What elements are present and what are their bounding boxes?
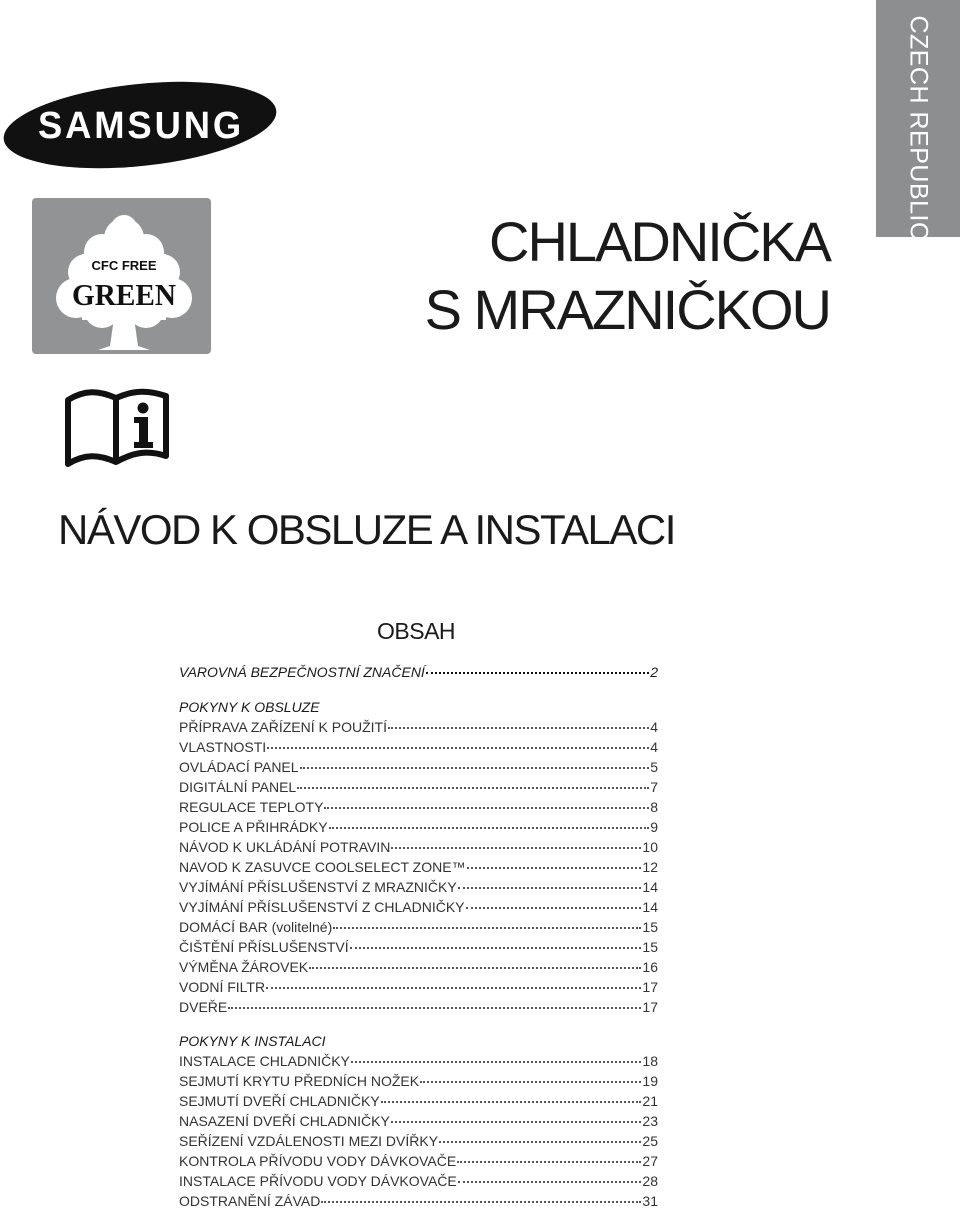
badge-green: GREEN — [72, 277, 176, 312]
toc-item-label: INSTALACE CHLADNIČKY — [179, 1053, 350, 1069]
toc-leader — [426, 672, 649, 674]
toc-item — [179, 797, 658, 817]
toc-leader — [439, 1141, 641, 1143]
toc-item-label: VODNÍ FILTR — [179, 979, 266, 995]
product-title — [425, 208, 830, 344]
toc-item-page: 15 — [642, 939, 658, 955]
toc-item-label: VYJÍMÁNÍ PŘÍSLUŠENSTVÍ Z MRAZNIČKY — [179, 879, 457, 895]
toc-item-page: 7 — [650, 779, 658, 795]
toc-item-page: 5 — [650, 759, 658, 775]
toc-item — [179, 957, 658, 977]
toc-item — [179, 1111, 658, 1131]
toc-leader — [466, 907, 642, 909]
toc-item-page: 12 — [642, 859, 658, 875]
toc-item — [179, 1191, 658, 1211]
toc-item-page: 31 — [642, 1193, 658, 1209]
toc-item — [179, 1071, 658, 1091]
toc-item-page: 9 — [650, 819, 658, 835]
toc-item-label: NASAZENÍ DVEŘÍ CHLADNIČKY — [179, 1113, 390, 1129]
toc-leader — [458, 1181, 642, 1183]
toc-leader — [228, 1007, 641, 1009]
toc-item — [179, 1051, 658, 1071]
toc-leader — [324, 807, 649, 809]
toc-item-label: VLASTNOSTI — [179, 739, 267, 755]
table-of-contents — [179, 662, 658, 1211]
samsung-logo — [2, 80, 278, 170]
toc-item — [179, 857, 658, 877]
toc-item-label: NÁVOD K UKLÁDÁNÍ POTRAVIN — [179, 839, 391, 855]
toc-item-label: SEJMUTÍ KRYTU PŘEDNÍCH NOŽEK — [179, 1073, 420, 1089]
toc-item-label: VAROVNÁ BEZPEČNOSTNÍ ZNAČENÍ — [179, 664, 425, 680]
toc-leader — [381, 1101, 642, 1103]
toc-item — [179, 717, 658, 737]
toc-item-page: 14 — [642, 899, 658, 915]
toc-leader — [388, 727, 649, 729]
toc-item-page: 27 — [642, 1153, 658, 1169]
toc-item — [179, 937, 658, 957]
toc-item-label: VÝMĚNA ŽÁROVEK — [179, 959, 309, 975]
toc-item-page: 17 — [642, 979, 658, 995]
toc-item-page: 23 — [642, 1113, 658, 1129]
toc-item-page: 4 — [650, 719, 658, 735]
toc-section-operation — [179, 717, 658, 1017]
toc-section-title: POKYNY K OBSLUZE — [179, 699, 320, 715]
toc-item-label: INSTALACE PŘÍVODU VODY DÁVKOVAČE — [179, 1173, 457, 1189]
toc-item-page: 4 — [650, 739, 658, 755]
toc-item-page: 21 — [642, 1093, 658, 1109]
toc-leader — [309, 967, 641, 969]
toc-item — [179, 917, 658, 937]
toc-item-label: DVEŘE — [179, 999, 228, 1015]
toc-item-label: ODSTRANĚNÍ ZÁVAD — [179, 1193, 321, 1209]
info-book-icon — [64, 386, 172, 468]
toc-leader — [267, 747, 649, 749]
toc-item — [179, 1151, 658, 1171]
toc-leader — [351, 1061, 642, 1063]
toc-item-page: 15 — [642, 919, 658, 935]
toc-item-label: NAVOD K ZASUVCE COOLSELECT ZONE™ — [179, 859, 466, 875]
toc-item — [179, 1131, 658, 1151]
toc-item — [179, 897, 658, 917]
toc-item-page: 17 — [642, 999, 658, 1015]
toc-leader — [329, 827, 650, 829]
toc-item — [179, 817, 658, 837]
toc-leader — [457, 1161, 641, 1163]
toc-heading: OBSAH — [377, 618, 456, 644]
toc-item — [179, 1091, 658, 1111]
toc-item — [179, 1171, 658, 1191]
country-tab — [876, 0, 960, 241]
toc-item-label: DOMÁCÍ BAR (volitelné) — [179, 919, 333, 935]
toc-section-installation — [179, 1051, 658, 1211]
toc-item-label: POLICE A PŘIHRÁDKY — [179, 819, 328, 835]
toc-leader — [333, 927, 641, 929]
manual-subtitle: NÁVOD K OBSLUZE A INSTALACI — [58, 506, 675, 553]
toc-item-page: 25 — [642, 1133, 658, 1149]
toc-item-label: KONTROLA PŘÍVODU VODY DÁVKOVAČE — [179, 1153, 457, 1169]
cfc-free-green-badge — [32, 198, 211, 354]
toc-leader — [350, 947, 642, 949]
toc-item — [179, 777, 658, 797]
toc-item-label: SEJMUTÍ DVEŘÍ CHLADNIČKY — [179, 1093, 380, 1109]
toc-leader — [458, 887, 642, 889]
toc-item-label: DIGITÁLNÍ PANEL — [179, 779, 297, 795]
toc-item-page: 18 — [642, 1053, 658, 1069]
toc-item — [179, 877, 658, 897]
toc-item — [179, 997, 658, 1017]
toc-leader — [300, 767, 650, 769]
toc-item-page: 2 — [650, 664, 658, 680]
product-title-line2: S MRAZNIČKOU — [424, 278, 830, 341]
toc-item-label: VYJÍMÁNÍ PŘÍSLUŠENSTVÍ Z CHLADNIČKY — [179, 899, 465, 915]
toc-item-page: 8 — [650, 799, 658, 815]
toc-item-warning — [179, 662, 658, 682]
product-title-line1: CHLADNIČKA — [489, 210, 830, 273]
toc-item-page: 28 — [642, 1173, 658, 1189]
toc-item-label: REGULACE TEPLOTY — [179, 799, 324, 815]
country-tab-label: CZECH REPUBLIC — [904, 15, 933, 241]
toc-section-title: POKYNY K INSTALACI — [179, 1033, 326, 1049]
toc-item — [179, 757, 658, 777]
toc-item-label: ČIŠTĚNÍ PŘÍSLUŠENSTVÍ — [179, 939, 349, 955]
toc-item-page: 14 — [642, 879, 658, 895]
toc-item — [179, 737, 658, 757]
toc-item-page: 10 — [642, 839, 658, 855]
badge-cfc-free: CFC FREE — [91, 258, 157, 273]
toc-leader — [321, 1201, 641, 1203]
toc-leader — [266, 987, 641, 989]
toc-leader — [391, 1121, 642, 1123]
toc-item-label: SEŘÍZENÍ VZDÁLENOSTI MEZI DVÍŘKY — [179, 1133, 439, 1149]
toc-leader — [420, 1081, 641, 1083]
toc-leader — [297, 787, 649, 789]
toc-item-label: OVLÁDACÍ PANEL — [179, 759, 299, 775]
toc-leader — [391, 847, 641, 849]
toc-item-label: PŘÍPRAVA ZAŘÍZENÍ K POUŽITÍ — [179, 719, 387, 735]
brand-name: SAMSUNG — [38, 105, 244, 147]
toc-item — [179, 977, 658, 997]
toc-leader — [467, 867, 642, 869]
toc-item-page: 16 — [642, 959, 658, 975]
toc-item — [179, 837, 658, 857]
toc-item-page: 19 — [642, 1073, 658, 1089]
